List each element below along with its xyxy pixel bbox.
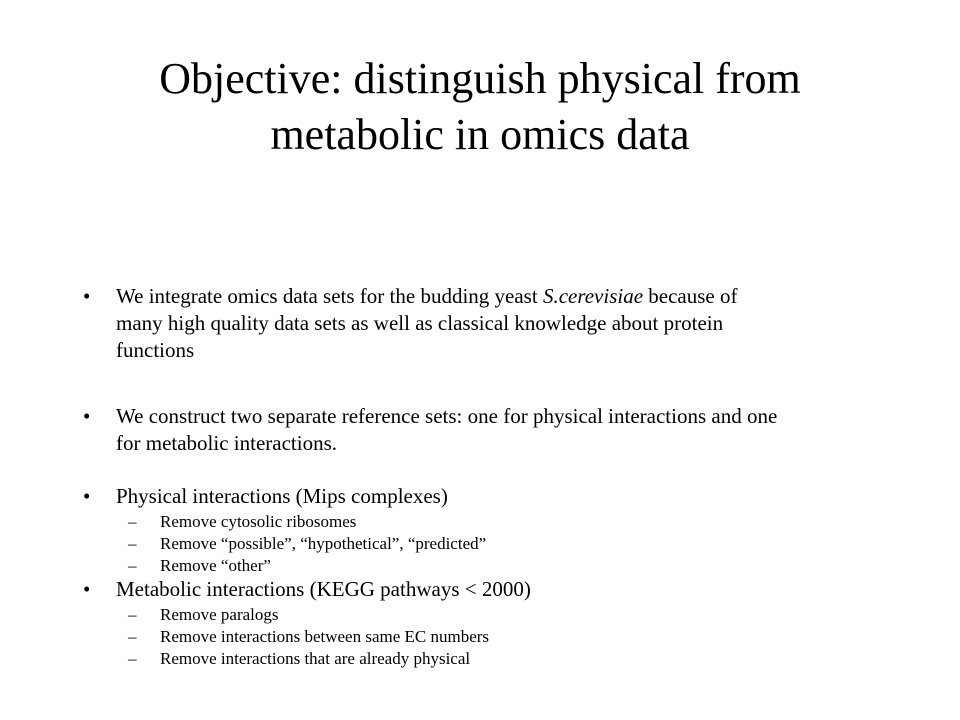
title-line-1: Objective: distinguish physical from bbox=[159, 54, 801, 104]
sub-item bbox=[122, 604, 822, 625]
dash-marker: – bbox=[128, 627, 137, 646]
bullet-item-metabolic-interactions bbox=[80, 576, 870, 603]
bullet-dot: • bbox=[83, 484, 91, 508]
bullet-text: Physical interactions (Mips complexes) bbox=[116, 484, 448, 508]
sub-item bbox=[122, 533, 822, 554]
sub-item bbox=[122, 648, 822, 669]
sub-item-text: Remove “possible”, “hypothetical”, “predicted” bbox=[160, 534, 487, 553]
dash-marker: – bbox=[128, 649, 137, 668]
sub-item-text: Remove cytosolic ribosomes bbox=[160, 512, 357, 531]
sub-item bbox=[122, 555, 822, 576]
sub-item-text: Remove “other” bbox=[160, 556, 271, 575]
bullet-item-physical-interactions bbox=[80, 483, 870, 510]
bullet-line: many high quality data sets as well as classical knowledge about protein bbox=[116, 311, 724, 335]
slide-title bbox=[40, 51, 920, 163]
dash-marker: – bbox=[128, 534, 137, 553]
sub-item-text: Remove interactions between same EC numbers bbox=[160, 627, 490, 646]
sub-item-text: Remove paralogs bbox=[160, 605, 279, 624]
bullet-item-reference-sets bbox=[80, 403, 870, 457]
bullet-text: Metabolic interactions (KEGG pathways < 2000) bbox=[116, 577, 531, 601]
bullet-line: We construct two separate reference sets: one for physical interactions and one bbox=[116, 404, 778, 428]
bullet-line: We integrate omics data sets for the budding yeast S.cerevisiae because of bbox=[116, 284, 738, 308]
dash-marker: – bbox=[128, 605, 137, 624]
sub-item bbox=[122, 626, 822, 647]
bullet-line: for metabolic interactions. bbox=[116, 431, 338, 455]
bullet-text bbox=[116, 403, 870, 457]
bullet-dot: • bbox=[83, 577, 91, 601]
bullet-line: functions bbox=[116, 338, 195, 362]
species-name: S.cerevisiae bbox=[542, 284, 644, 308]
bullet-dot: • bbox=[83, 404, 91, 428]
dash-marker: – bbox=[128, 556, 137, 575]
title-line-2: metabolic in omics data bbox=[270, 110, 690, 160]
bullet-item-omics-integration bbox=[80, 283, 870, 364]
bullet-dot: • bbox=[83, 284, 91, 308]
sub-item bbox=[122, 511, 822, 532]
dash-marker: – bbox=[128, 512, 137, 531]
bullet-text bbox=[116, 283, 870, 364]
sub-item-text: Remove interactions that are already physical bbox=[160, 649, 471, 668]
